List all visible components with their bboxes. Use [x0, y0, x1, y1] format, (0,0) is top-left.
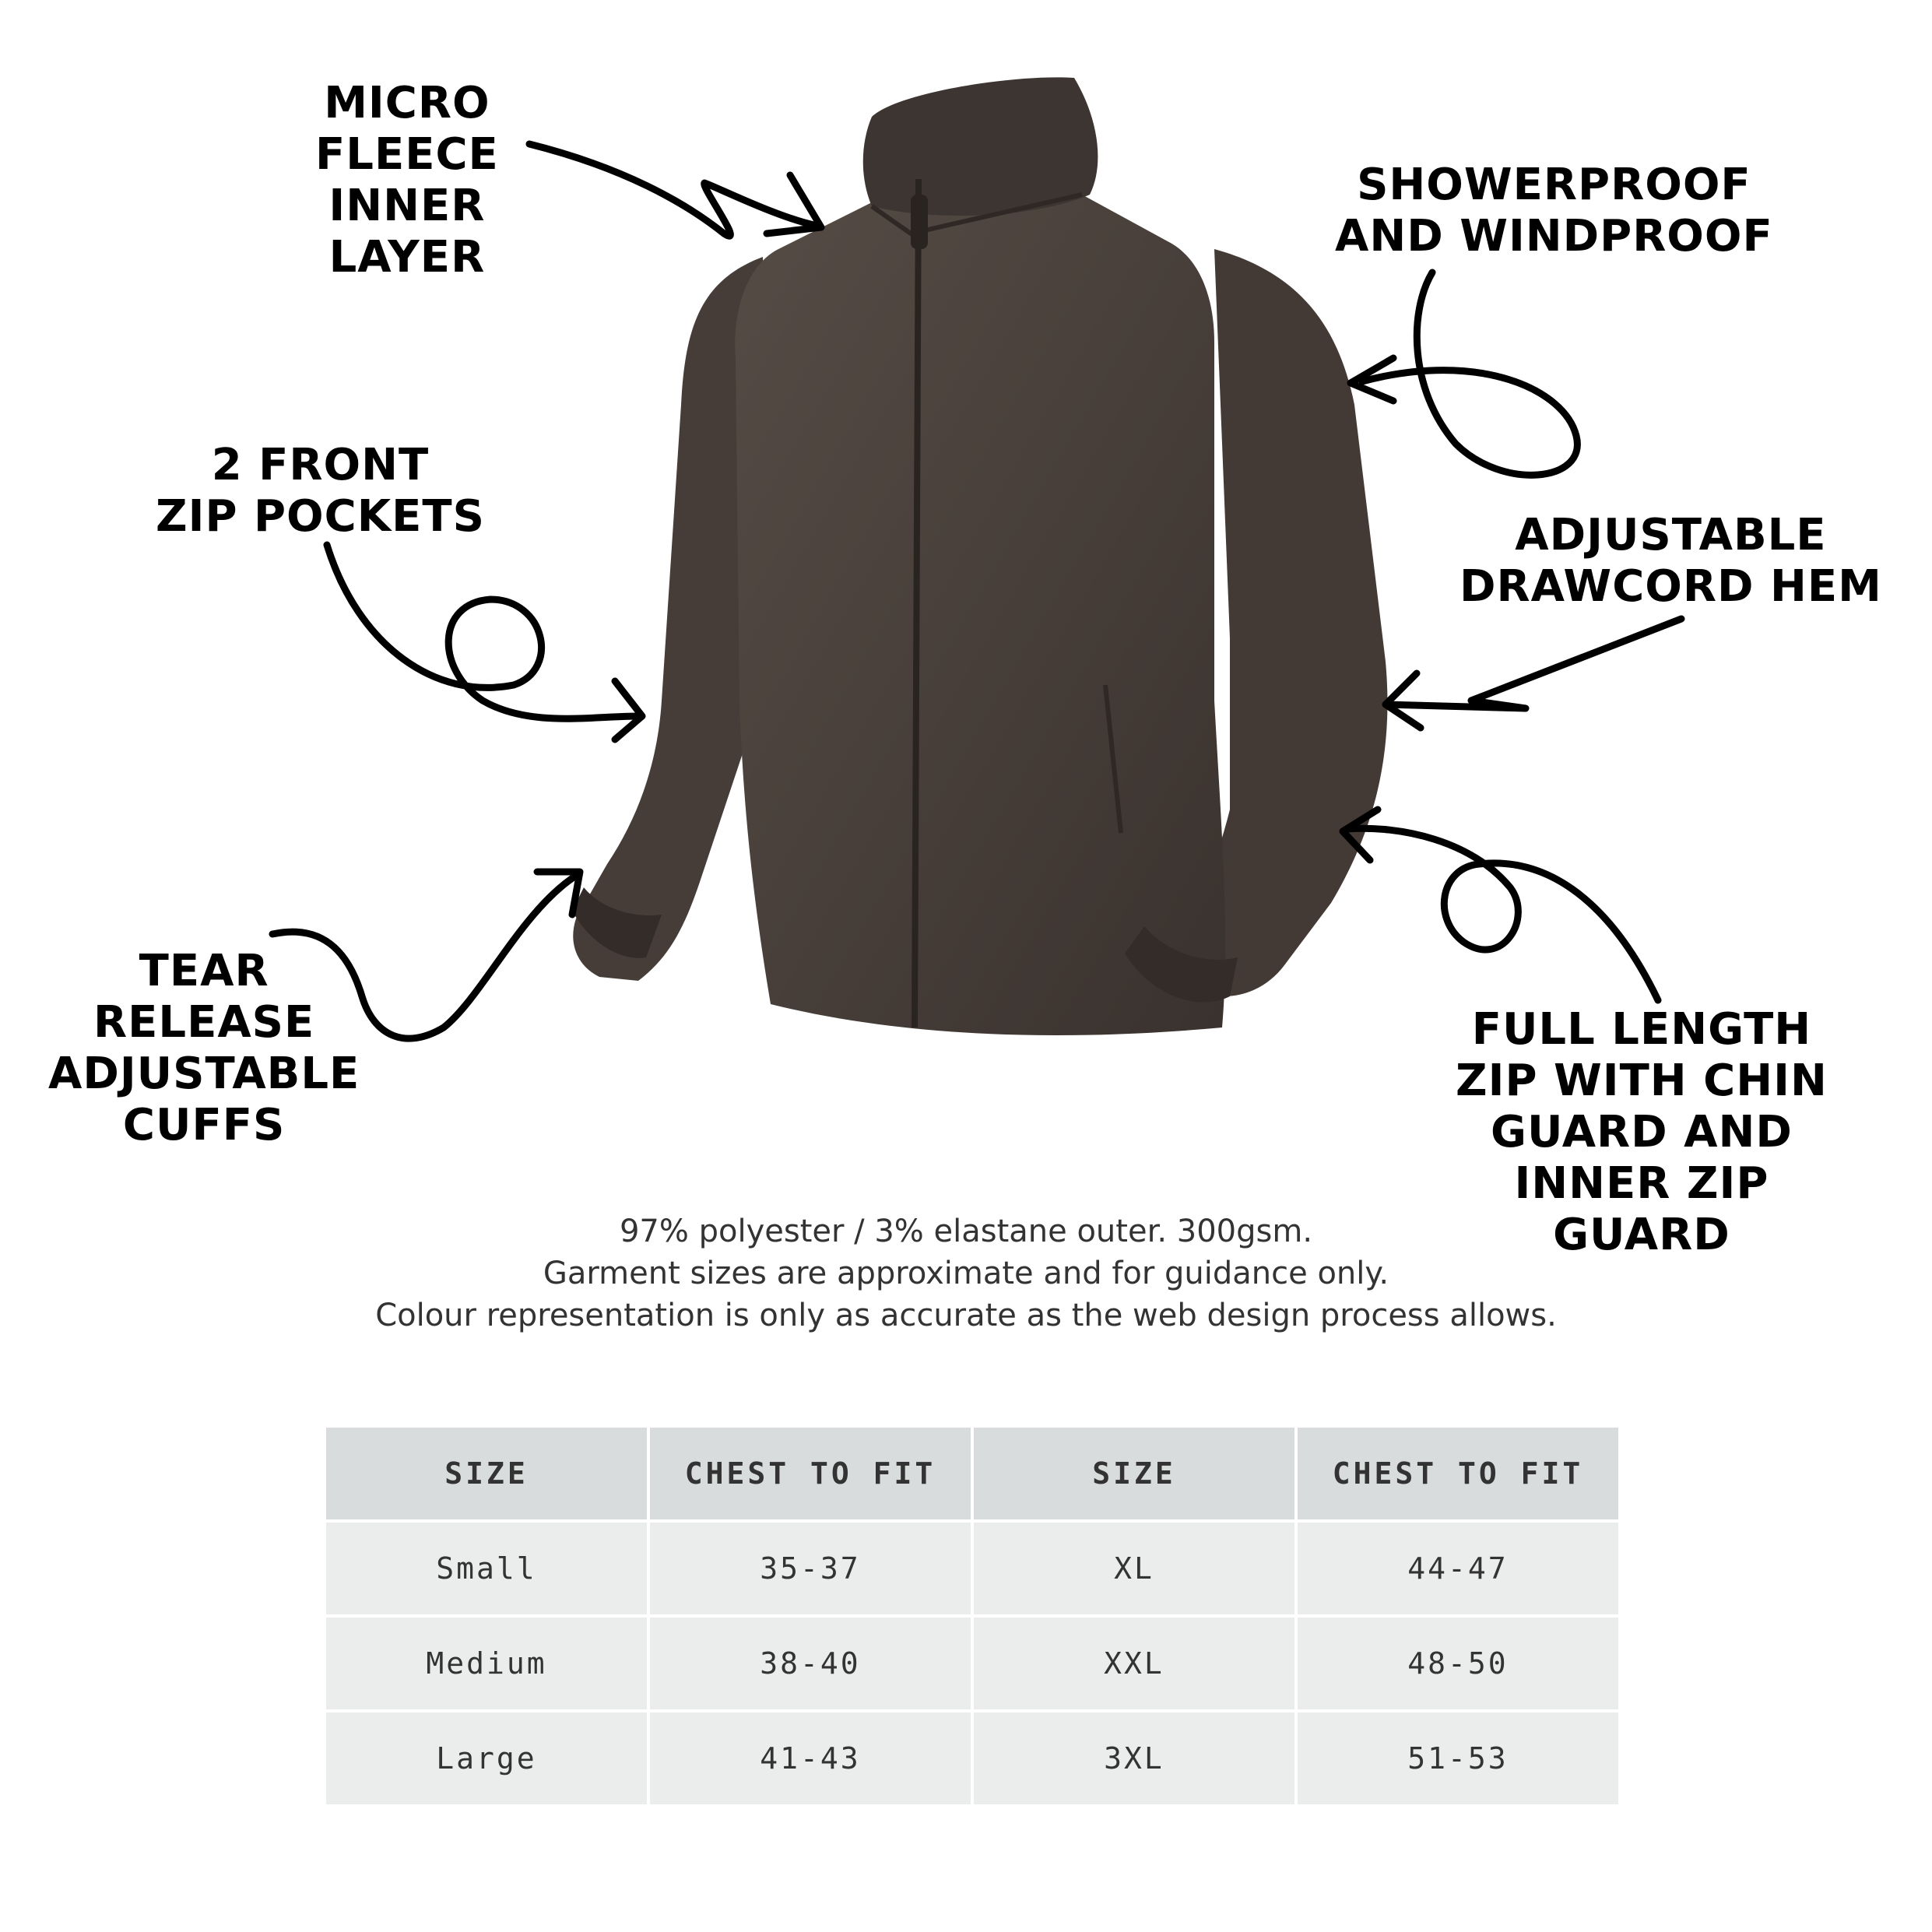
callout-line: INNER — [328, 181, 486, 231]
zip-arrow-icon — [1347, 828, 1658, 1000]
drawcord-arrow-icon — [1386, 619, 1681, 708]
callout-line: CUFFS — [122, 1100, 286, 1150]
callout-showerproof — [1335, 160, 1773, 262]
note-line: Colour representation is only as accurate as the web design process allows. — [375, 1298, 1557, 1333]
table-row — [326, 1523, 1618, 1614]
table-cell: 44-47 — [1298, 1523, 1618, 1614]
size-chart-table — [323, 1424, 1621, 1807]
jacket-body — [735, 195, 1225, 1035]
callout-line: TEAR — [139, 946, 269, 996]
header-size: SIZE — [326, 1428, 647, 1519]
table-cell: 38-40 — [650, 1618, 971, 1709]
callout-drawcord — [1460, 510, 1882, 613]
header-chest: CHEST TO FIT — [1298, 1428, 1618, 1519]
callout-line: MICRO — [324, 78, 490, 128]
table-cell: 48-50 — [1298, 1618, 1618, 1709]
callout-line: FULL LENGTH — [1471, 1004, 1812, 1055]
table-row — [326, 1712, 1618, 1804]
callout-line: RELEASE — [93, 997, 315, 1048]
callout-line: GUARD AND — [1490, 1107, 1793, 1157]
callout-line: INNER ZIP — [1514, 1158, 1769, 1209]
showerproof-arrow-icon — [1362, 272, 1577, 475]
note-line: 97% polyester / 3% elastane outer. 300gsm. — [619, 1214, 1313, 1249]
table-cell: 41-43 — [650, 1712, 971, 1804]
jacket-zip — [915, 179, 919, 1027]
callout-line: ADJUSTABLE — [48, 1049, 360, 1099]
fleece-arrow-icon — [529, 144, 817, 236]
callout-line: 2 FRONT — [211, 440, 430, 490]
fabric-notes — [0, 1210, 1932, 1337]
table-cell: 35-37 — [650, 1523, 971, 1614]
jacket-collar — [863, 77, 1098, 216]
callout-line: LAYER — [328, 232, 486, 283]
callout-line: SHOWERPROOF — [1357, 160, 1751, 210]
callout-line: GUARD — [1553, 1210, 1730, 1260]
table-cell: Medium — [326, 1618, 647, 1709]
table-header-row — [326, 1428, 1618, 1519]
pockets-arrow-icon — [327, 545, 638, 718]
header-size: SIZE — [974, 1428, 1294, 1519]
callout-fleece — [315, 78, 499, 283]
table-cell: 51-53 — [1298, 1712, 1618, 1804]
callout-cuffs — [48, 946, 360, 1151]
callout-line: ZIP POCKETS — [156, 491, 485, 542]
callout-line: ADJUSTABLE — [1515, 510, 1827, 560]
table-cell: 3XL — [974, 1712, 1294, 1804]
note-line: Garment sizes are approximate and for guidance only. — [543, 1256, 1389, 1291]
callout-line: ZIP WITH CHIN — [1456, 1056, 1828, 1106]
table-cell: XXL — [974, 1618, 1294, 1709]
callout-line: DRAWCORD HEM — [1460, 561, 1882, 612]
table-row — [326, 1618, 1618, 1709]
table-cell: XL — [974, 1523, 1294, 1614]
zip-pull — [911, 195, 928, 249]
callout-line: AND WINDPROOF — [1335, 211, 1773, 262]
callout-pockets — [156, 440, 485, 543]
table-cell: Large — [326, 1712, 647, 1804]
header-chest: CHEST TO FIT — [650, 1428, 971, 1519]
table-cell: Small — [326, 1523, 647, 1614]
callout-line: FLEECE — [315, 129, 499, 180]
